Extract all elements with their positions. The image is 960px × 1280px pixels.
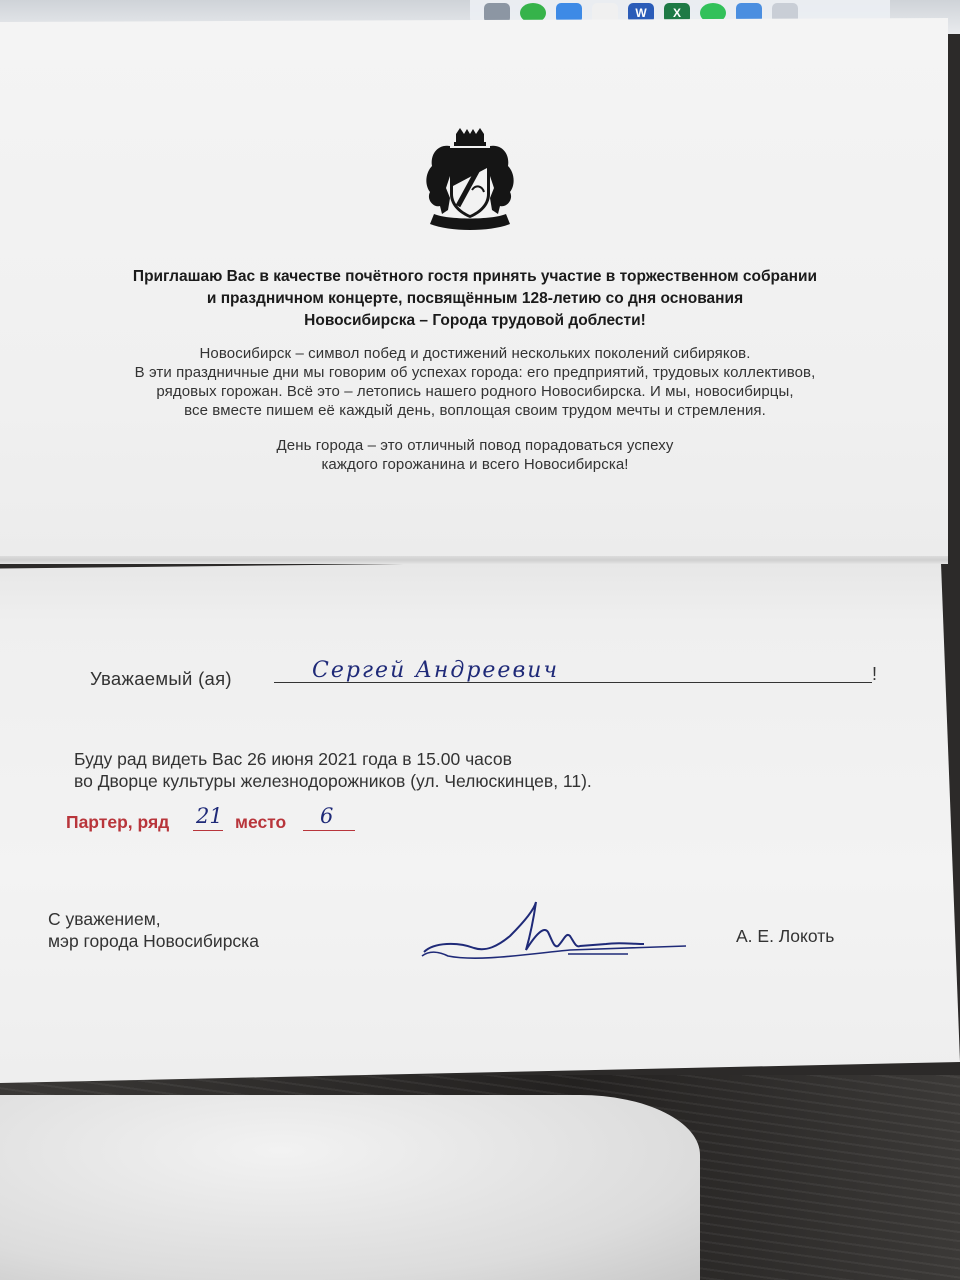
seat-section-label: Партер, ряд	[66, 812, 170, 832]
handwritten-row-number: 21	[196, 804, 223, 828]
seat-label: место	[235, 812, 287, 832]
letter-fold	[0, 556, 948, 564]
invitation-heading: Приглашаю Вас в качестве почётного гостя принять участие в торжественном собрании и праздничном концерте, посвящённым 128-летию со дня основания Новосибирска – Города трудовой доблести!	[132, 268, 818, 329]
salutation-exclamation: !	[872, 664, 878, 684]
invitation-paragraph-2: День города – это отличный повод порадоваться успеху каждого горожанина и всего Новосибирска!	[276, 437, 674, 473]
signature-icon	[418, 896, 688, 968]
salutation: Уважаемый (ая)	[90, 668, 232, 689]
handwritten-seat-number: 6	[320, 804, 334, 828]
closing: С уважением, мэр города Новосибирска	[48, 909, 259, 951]
invitation-paragraph-1: Новосибирск – символ побед и достижений нескольких поколений сибиряков. В эти праздничные дни мы говорим об успехах города: его предприятий, трудовых коллективов, рядовых горожан. Всё это – летопись нашего родного Новосибирска. И мы, новосибирцы, все вместе пишем её каждый день, воплощая своим трудом мечты и стремления.	[134, 345, 816, 419]
event-info: Буду рад видеть Вас 26 июня 2021 года в 15.00 часов во Дворце культуры железнодорожников (ул. Челюскинцев, 11).	[74, 749, 592, 791]
cloth	[0, 1095, 700, 1280]
row-underline	[193, 830, 223, 831]
signer-name: А. Е. Локоть	[736, 926, 835, 946]
coat-of-arms-icon	[420, 128, 520, 230]
handwritten-recipient-name: Сергей Андреевич	[312, 658, 560, 683]
seat-underline	[303, 830, 355, 831]
word-app-icon: W	[628, 3, 654, 23]
excel-app-icon: X	[664, 3, 690, 23]
